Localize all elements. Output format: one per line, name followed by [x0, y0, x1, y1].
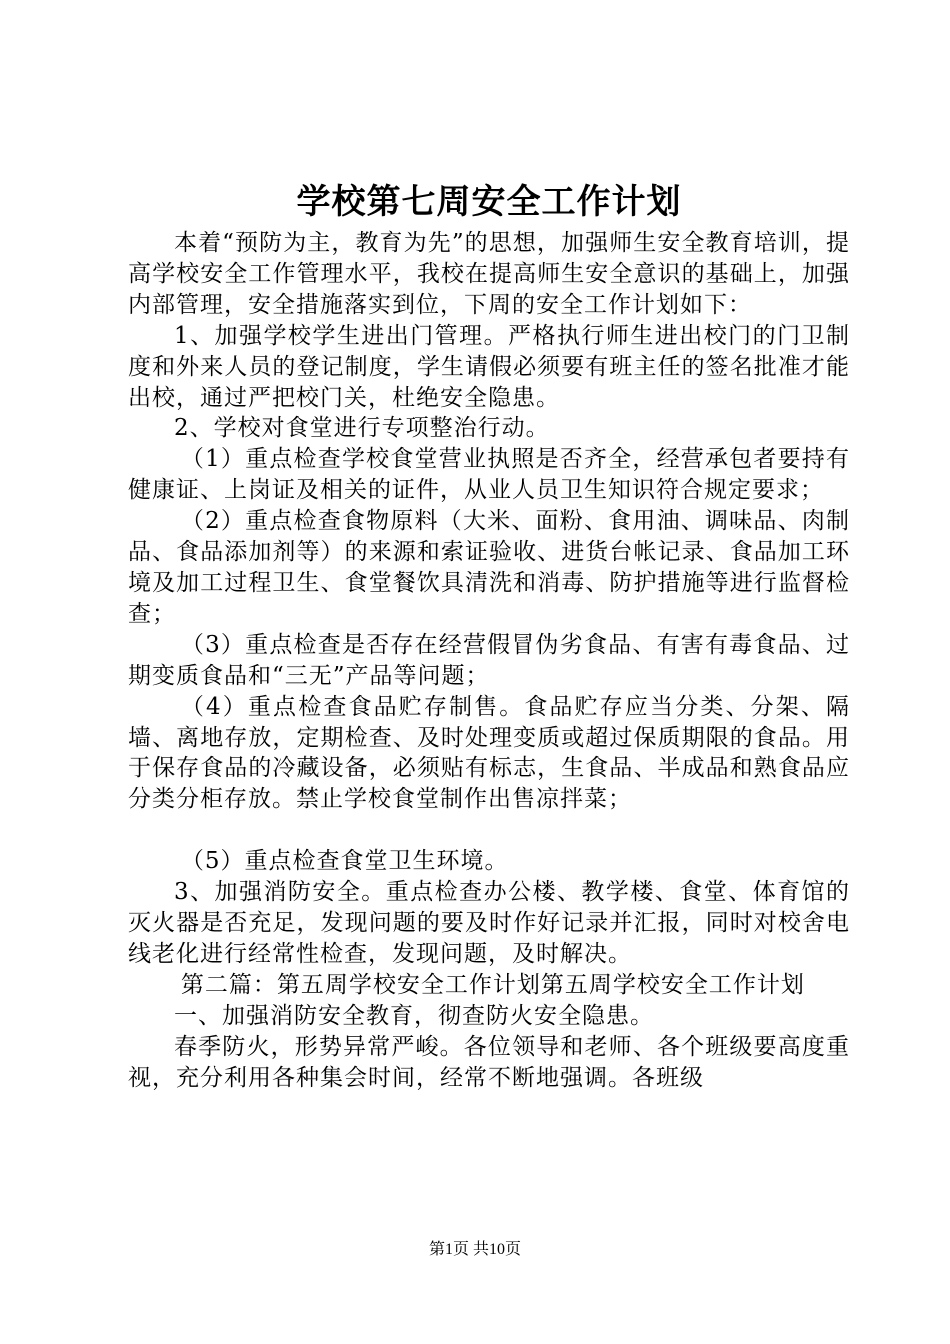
document-title: 学校第七周安全工作计划 [296, 182, 682, 222]
body-paragraph: 第二篇：第五周学校安全工作计划第五周学校安全工作计划 [180, 971, 805, 998]
body-paragraph: 本着“预防为主，教育为先”的思想，加强师生安全教育培训，提高学校安全工作管理水平，我校在提高师生安全意识的基础上，加强内部管理，安全措施落实到位，下周的安全工作计划如下： [128, 230, 850, 318]
body-paragraph: （5）重点检查食堂卫生环境。 [180, 848, 509, 875]
body-paragraph: （1）重点检查学校食堂营业执照是否齐全，经营承包者要持有健康证、上岗证及相关的证件，从业人员卫生知识符合规定要求； [128, 446, 850, 504]
page-number-footer: 第1页 共10页 [428, 1241, 521, 1258]
body-paragraph: 2、学校对食堂进行专项整治行动。 [174, 415, 550, 442]
body-paragraph: 3、加强消防安全。重点检查办公楼、教学楼、食堂、体育馆的灭火器是否充足，发现问题的要及时作好记录并汇报，同时对校舍电线老化进行经常性检查，发现问题，及时解决。 [128, 879, 850, 967]
body-paragraph: 1、加强学校学生进出门管理。严格执行师生进出校门的门卫制度和外来人员的登记制度，学生请假必须要有班主任的签名批准才能出校，通过严把校门关，杜绝安全隐患。 [128, 322, 850, 411]
document-body [128, 228, 850, 1093]
body-paragraph: 一、加强消防安全教育，彻查防火安全隐患。 [174, 1002, 654, 1029]
body-paragraph: （4）重点检查食品贮存制售。食品贮存应当分类、分架、隔墙、离地存放，定期检查、及时处理变质或超过保质期限的食品。用于保存食品的冷藏设备，必须贴有标志，生食品、半成品和熟食品应分类分柜存放。禁止学校食堂制作出售凉拌菜； [128, 693, 850, 813]
paragraph-gap [128, 815, 850, 846]
body-paragraph: （2）重点检查食物原料（大米、面粉、食用油、调味品、肉制品、食品添加剂等）的来源和索证验收、进货台帐记录、食品加工环境及加工过程卫生、食堂餐饮具清洗和消毒、防护措施等进行监督检查； [128, 508, 850, 627]
body-paragraph: 春季防火，形势异常严峻。各位领导和老师、各个班级要高度重视，充分利用各种集会时间，经常不断地强调。各班级 [128, 1033, 850, 1091]
body-paragraph: （3）重点检查是否存在经营假冒伪劣食品、有害有毒食品、过期变质食品和“三无”产品等问题； [128, 631, 850, 689]
